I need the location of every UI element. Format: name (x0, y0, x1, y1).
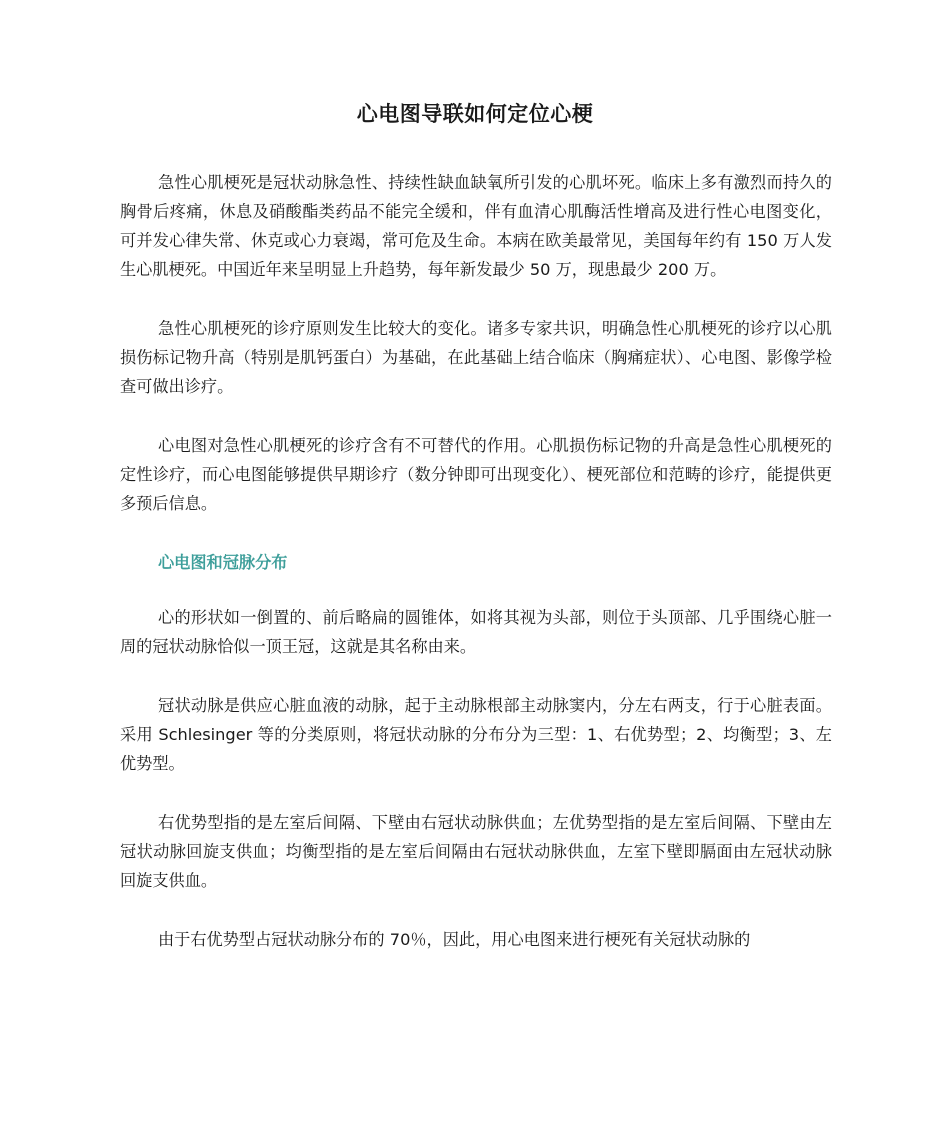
paragraph-intro: 急性心肌梗死是冠状动脉急性、持续性缺血缺氧所引发的心肌坏死。临床上多有激烈而持久的胸骨后疼痛，休息及硝酸酯类药品不能完全缓和，伴有血清心肌酶活性增高及进行性心电图变化，可并发心律失常、休克或心力衰竭，常可危及生命。本病在欧美最常见，美国每年约有 150 万人发生心肌梗死。中国近年来呈明显上升趋势，每年新发最少 50 万，现患最少 200 万。 (120, 173, 832, 279)
paragraph-heart-shape: 心的形状如一倒置的、前后略扁的圆锥体，如将其视为头部，则位于头顶部、几乎围绕心脏一周的冠状动脉恰似一顶王冠，这就是其名称由来。 (120, 608, 832, 656)
page-title: 心电图导联如何定位心梗 (356, 102, 594, 126)
section-heading: 心电图和冠脉分布 (158, 553, 288, 572)
paragraph-diagnosis-principle: 急性心肌梗死的诊疗原则发生比较大的变化。诸多专家共识，明确急性心肌梗死的诊疗以心肌损伤标记物升高（特别是肌钙蛋白）为基础，在此基础上结合临床（胸痛症状）、心电图、影像学检查可做出诊疗。 (120, 319, 832, 396)
document-body (120, 168, 832, 984)
paragraph-dominance-definitions: 右优势型指的是左室后间隔、下壁由右冠状动脉供血；左优势型指的是左室后间隔、下壁由左冠状动脉回旋支供血；均衡型指的是左室后间隔由右冠状动脉供血，左室下壁即膈面由左冠状动脉回旋支供血。 (120, 813, 832, 890)
paragraph-right-dominance: 由于右优势型占冠状动脉分布的 70％，因此，用心电图来进行梗死有关冠状动脉的 (158, 930, 751, 949)
paragraph-coronary-types: 冠状动脉是供应心脏血液的动脉，起于主动脉根部主动脉窦内，分左右两支，行于心脏表面。采用 Schlesinger 等的分类原则，将冠状动脉的分布分为三型：1、右优势型；2、均衡型；3、左优势型。 (120, 696, 832, 773)
paragraph-ecg-role: 心电图对急性心肌梗死的诊疗含有不可替代的作用。心肌损伤标记物的升高是急性心肌梗死的定性诊疗，而心电图能够提供早期诊疗（数分钟即可出现变化）、梗死部位和范畴的诊疗，能提供更多预后信息。 (120, 436, 832, 513)
